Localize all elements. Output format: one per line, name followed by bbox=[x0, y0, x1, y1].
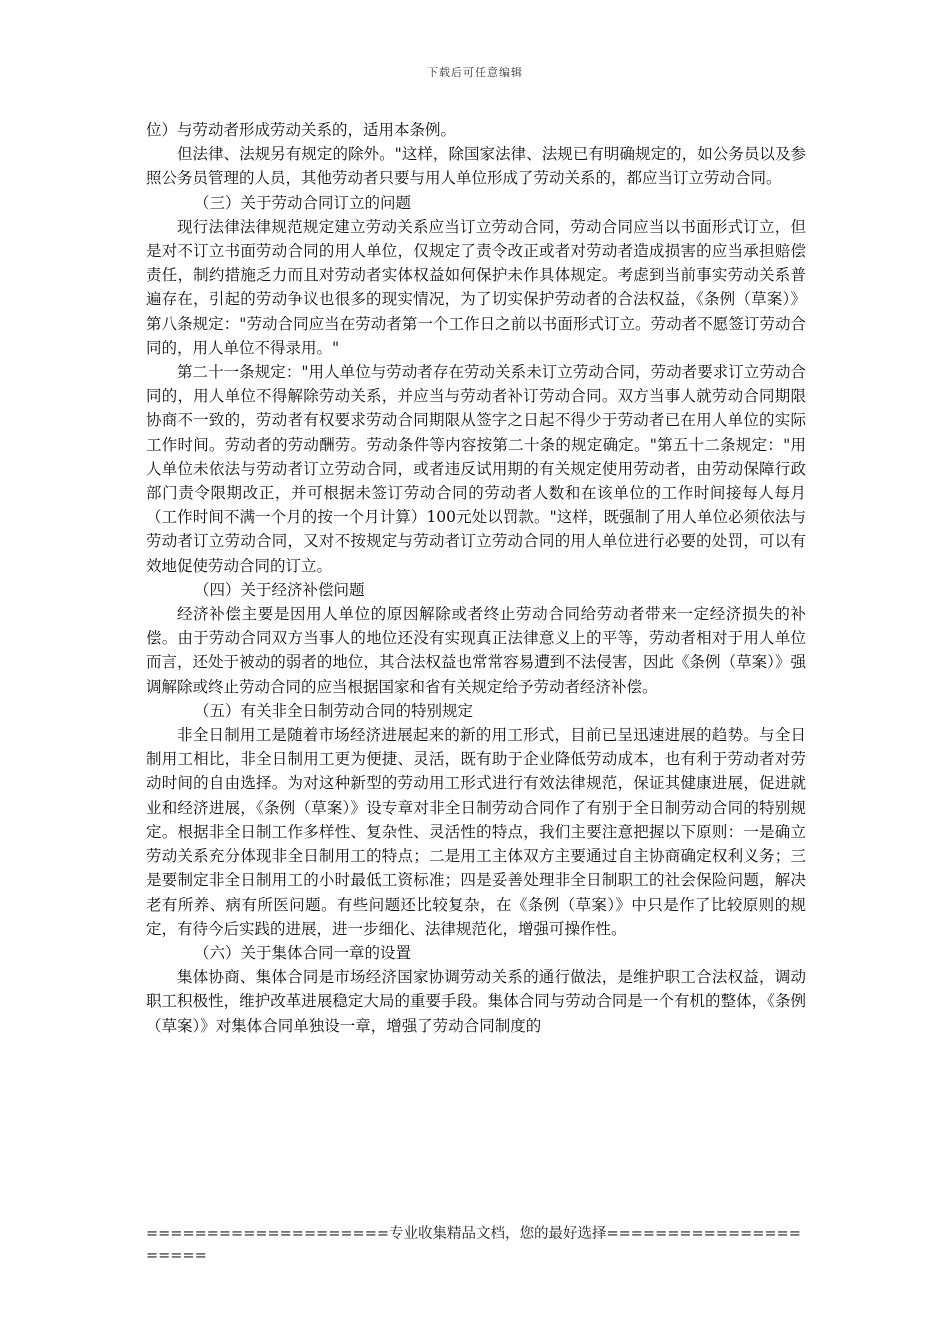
paragraph: 第二十一条规定："用人单位与劳动者存在劳动关系未订立劳动合同，劳动者要求订立劳动合同的，用人单位不得解除劳动关系，并应当与劳动者补订劳动合同。双方当事人就劳动合同期限协商不一致的，劳动者有权要求劳动合同期限从签字之日起不得少于劳动者已在用人单位的实际工作时间。劳动者的劳动酬劳。劳动条件等内容按第二十条的规定确定。"第五十二条规定："用人单位未依法与劳动者订立劳动合同，或者违反试用期的有关规定使用劳动者，由劳动保障行政部门责令限期改正，并可根据未签订劳动合同的劳动者人数和在该单位的工作时间接每人每月（工作时间不满一个月的按一个月计算）100元处以罚款。"这样，既强制了用人单位必须依法与劳动者订立劳动合同，又对不按规定与劳动者订立劳动合同的用人单位进行必要的处罚，可以有效地促使劳动合同的订立。 bbox=[146, 363, 806, 575]
section-heading: （五）有关非全日制劳动合同的特别规定 bbox=[194, 701, 474, 720]
paragraph: 位）与劳动者形成劳动关系的，适用本条例。 bbox=[146, 121, 457, 139]
section-heading: （四）关于经济补偿问题 bbox=[194, 580, 365, 599]
paragraph: 非全日制用工是随着市场经济进展起来的新的用工形式，目前已呈迅速进展的趋势。与全日制用工相比，非全日制用工更为便捷、灵活，既有助于企业降低劳动成本，也有利于劳动者对劳动时间的自由选择。为对这种新型的劳动用工形式进行有效法律规范，保证其健康进展，促进就业和经济进展，《条例（草案）》设专章对非全日制劳动合同作了有别于全日制劳动合同的特别规定。根据非全日制工作多样性、复杂性、灵活性的特点，我们主要注意把握以下原则：一是确立劳动关系充分体现非全日制用工的特点；二是用工主体双方主要通过自主协商确定权利义务；三是要制定非全日制用工的小时最低工资标准；四是妥善处理非全日制职工的社会保险问题，解决老有所养、病有所医问题。有些问题还比较复杂，在《条例（草案）》中只是作了比较原则的规定，有待今后实践的进展，进一步细化、法律规范化，增强可操作性。 bbox=[146, 726, 806, 938]
paragraph: 但法律、法规另有规定的除外。"这样，除国家法律、法规已有明确规定的，如公务员以及参照公务员管理的人员，其他劳动者只要与用人单位形成了劳动关系的，都应当订立劳动合同。 bbox=[146, 145, 806, 188]
section-heading: （六）关于集体合同一章的设置 bbox=[194, 943, 412, 962]
page-header: 下载后可任意编辑 bbox=[427, 66, 523, 79]
document-body bbox=[146, 118, 806, 1038]
section-heading: （三）关于劳动合同订立的问题 bbox=[194, 193, 412, 212]
paragraph: 经济补偿主要是因用人单位的原因解除或者终止劳动合同给劳动者带来一定经济损失的补偿。由于劳动合同双方当事人的地位还没有实现真正法律意义上的平等，劳动者相对于用人单位而言，还处于被动的弱者的地位，其合法权益也常常容易遭到不法侵害，因此《条例（草案）》强调解除或终止劳动合同的应当根据国家和省有关规定给予劳动者经济补偿。 bbox=[146, 605, 806, 696]
paragraph: 现行法律法律规范规定建立劳动关系应当订立劳动合同，劳动合同应当以书面形式订立，但是对不订立书面劳动合同的用人单位，仅规定了责令改正或者对劳动者造成损害的应当承担赔偿责任，制约措施乏力而且对劳动者实体权益如何保护未作具体规定。考虑到当前事实劳动关系普遍存在，引起的劳动争议也很多的现实情况，为了切实保护劳动者的合法权益，《条例（草案）》第八条规定："劳动合同应当在劳动者第一个工作日之前以书面形式订立。劳动者不愿签订劳动合同的，用人单位不得录用。" bbox=[146, 217, 806, 357]
page-footer: ====================专业收集精品文档，您的最好选择===================== bbox=[146, 1226, 801, 1264]
paragraph: 集体协商、集体合同是市场经济国家协调劳动关系的通行做法，是维护职工合法权益，调动职工积极性，维护改革进展稳定大局的重要手段。集体合同与劳动合同是一个有机的整体，《条例（草案）》对集体合同单独设一章，增强了劳动合同制度的 bbox=[146, 968, 806, 1035]
